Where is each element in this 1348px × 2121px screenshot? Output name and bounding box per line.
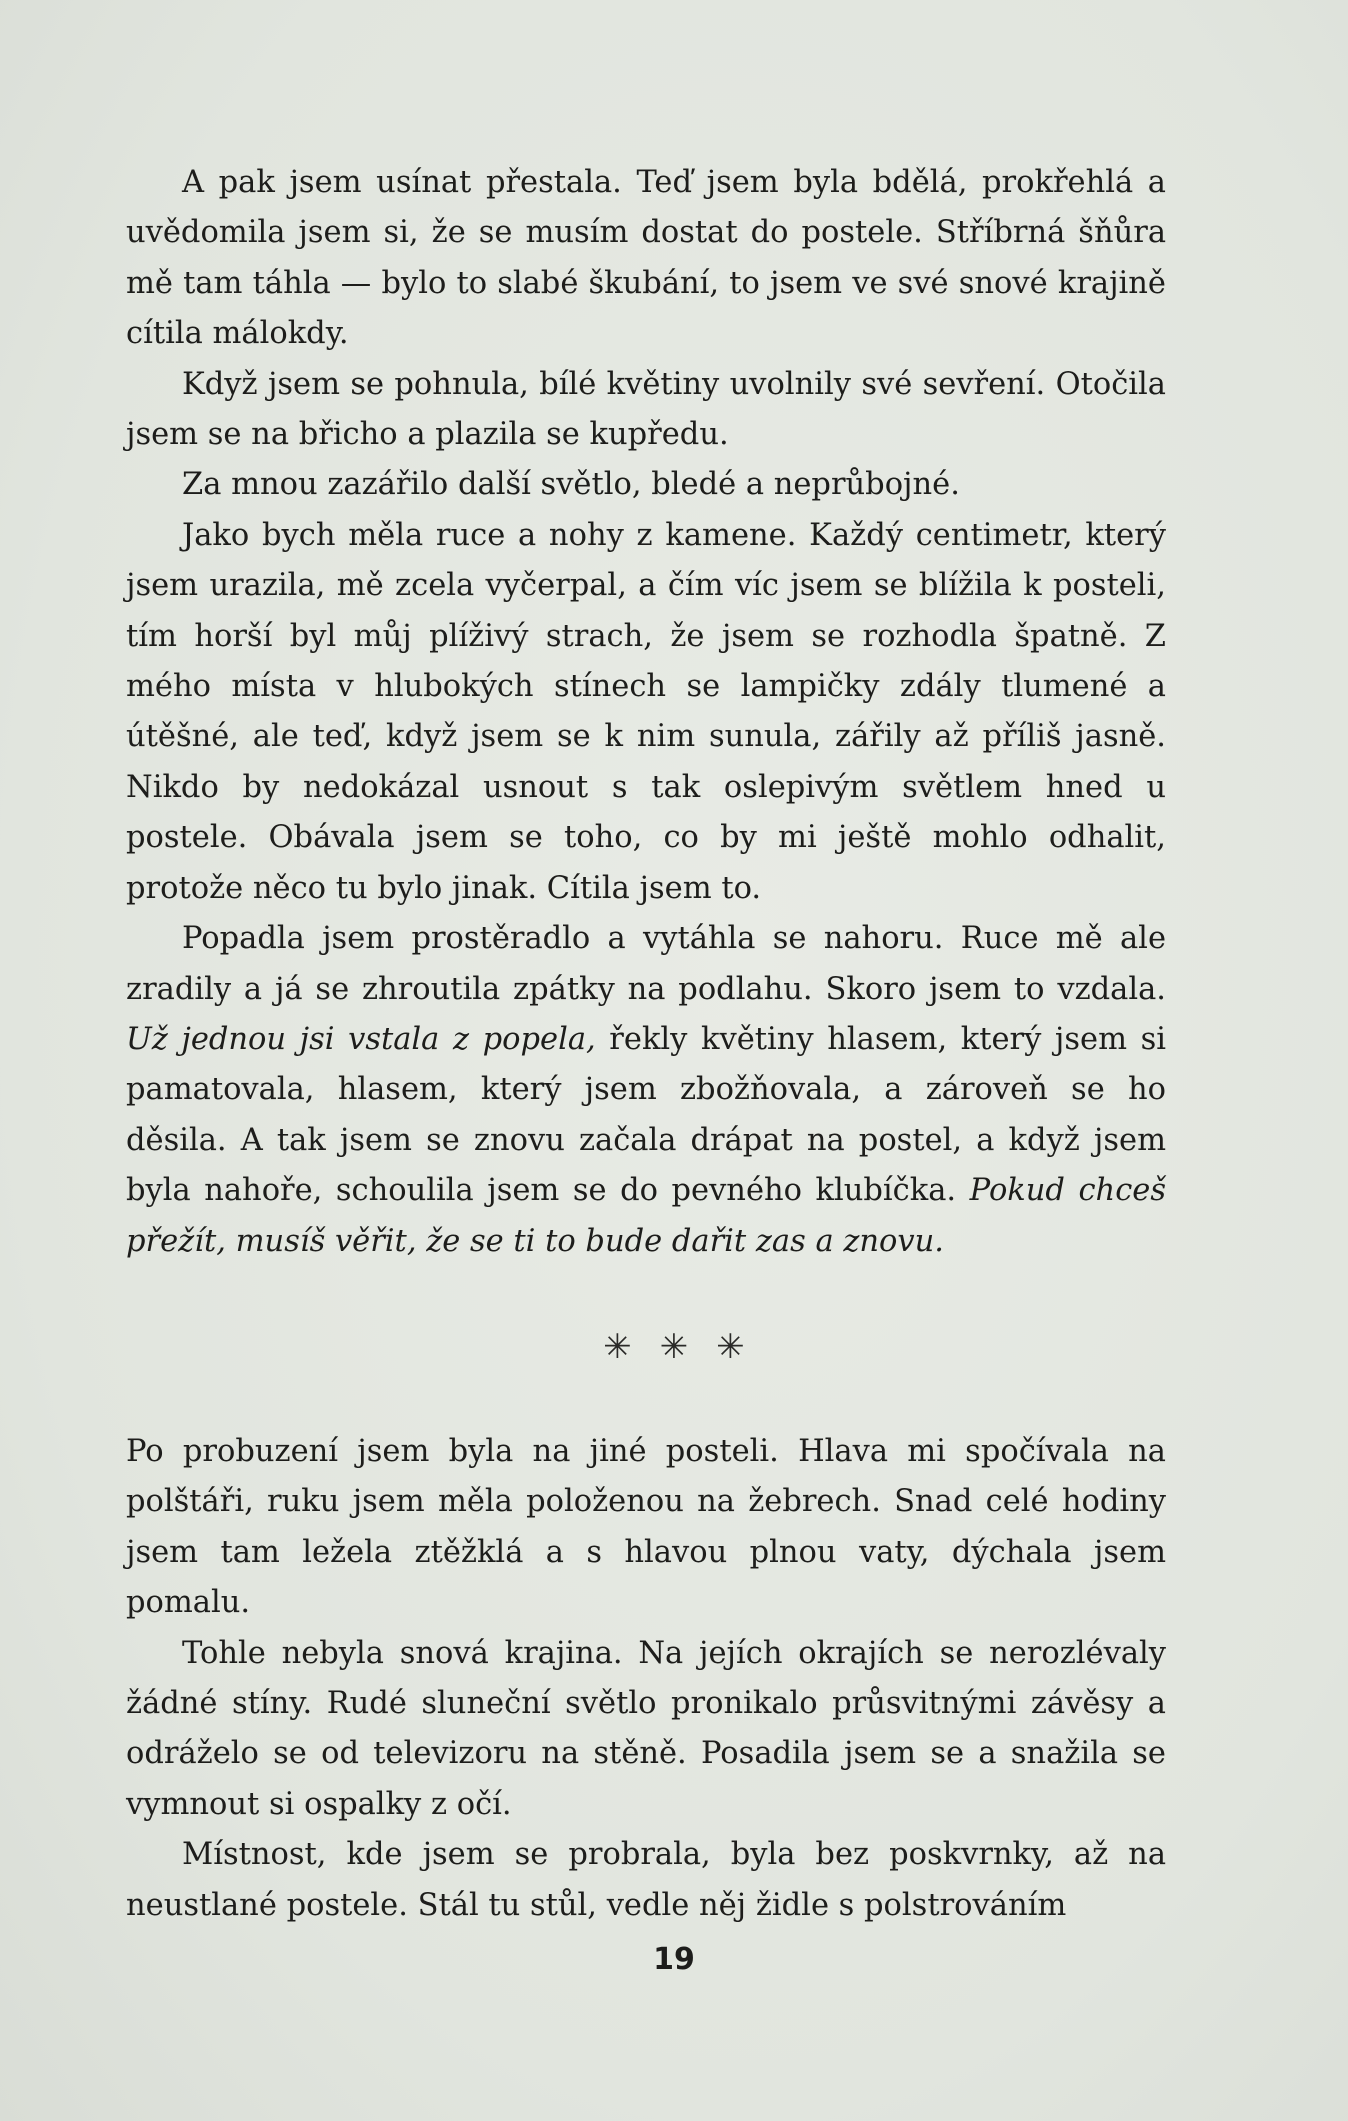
- asterism-star-icon: ✳: [716, 1327, 745, 1367]
- paragraph: Jako bych měla ruce a nohy z kamene. Každý centimetr, který jsem urazila, mě zcela vyčerpal, a čím víc jsem se blížila k posteli, tím horší byl můj plíživý strach, že jsem se rozhodla špatně. Z mého místa v hlubokých stínech se lampičky zdály tlumené a útěšné, ale teď, když jsem se k nim sunula, zářily až příliš jasně. Nikdo by nedokázal usnout s tak oslepivým světlem hned u postele. Obávala jsem se toho, co by mi ještě mohlo odhalit, protože něco tu bylo jinak. Cítila jsem to.: [126, 517, 1166, 906]
- italic-quote: Už jednou jsi vstala z popela,: [126, 1021, 596, 1057]
- section-separator: [0, 1325, 1348, 1369]
- italic-quote: Pokud chceš přežít, musíš věřit, že se ti to bude dařit zas a znovu.: [126, 1173, 1166, 1259]
- paragraph: Když jsem se pohnula, bílé květiny uvolnily své sevření. Otočila jsem se na břicho a plazila se kupředu.: [126, 366, 1166, 453]
- paragraph: A pak jsem usínat přestala. Teď jsem byla bdělá, prokřehlá a uvědomila jsem si, že se musím dostat do postele. Stříbrná šňůra mě tam táhla — bylo to slabé škubání, to jsem ve své snové krajině cítila málokdy.: [126, 165, 1166, 352]
- asterism-star-icon: ✳: [659, 1327, 689, 1367]
- paragraph-with-italics: [126, 914, 1166, 1267]
- paragraph: Za mnou zazářilo další světlo, bledé a neprůbojné.: [182, 467, 960, 503]
- text-block-bottom: [126, 1427, 1166, 1931]
- paragraph-text: řekly květiny hlasem, který jsem si pamatovala, hlasem, který jsem zbožňovala, a zároveň se ho děsila. A tak jsem se znovu začala drápat na postel, a když jsem byla nahoře, schoulila jsem se do pevného klubíčka.: [126, 1021, 1167, 1209]
- paragraph: Tohle nebyla snová krajina. Na jejích okrajích se nerozlévaly žádné stíny. Rudé sluneční světlo pronikalo průsvitnými závěsy a odráželo se od televizoru na stěně. Posadila jsem se a snažila se vymnout si ospalky z očí.: [126, 1635, 1166, 1822]
- text-block-top: [126, 158, 1166, 1267]
- paragraph: Po probuzení jsem byla na jiné posteli. Hlava mi spočívala na polštáři, ruku jsem měla položenou na žebrech. Snad celé hodiny jsem tam ležela ztěžklá a s hlavou plnou vaty, dýchala jsem pomalu.: [126, 1434, 1166, 1621]
- page-number: 19: [653, 1942, 695, 1977]
- asterism-star-icon: ✳: [603, 1327, 632, 1367]
- paragraph: Místnost, kde jsem se probrala, byla bez poskvrnky, až na neustlané postele. Stál tu stůl, vedle něj židle s polstrováním: [126, 1837, 1166, 1923]
- paragraph-text: Popadla jsem prostěradlo a vytáhla se nahoru. Ruce mě ale zradily a já se zhroutila zpátky na podlahu. Skoro jsem to vzdala.: [126, 921, 1166, 1007]
